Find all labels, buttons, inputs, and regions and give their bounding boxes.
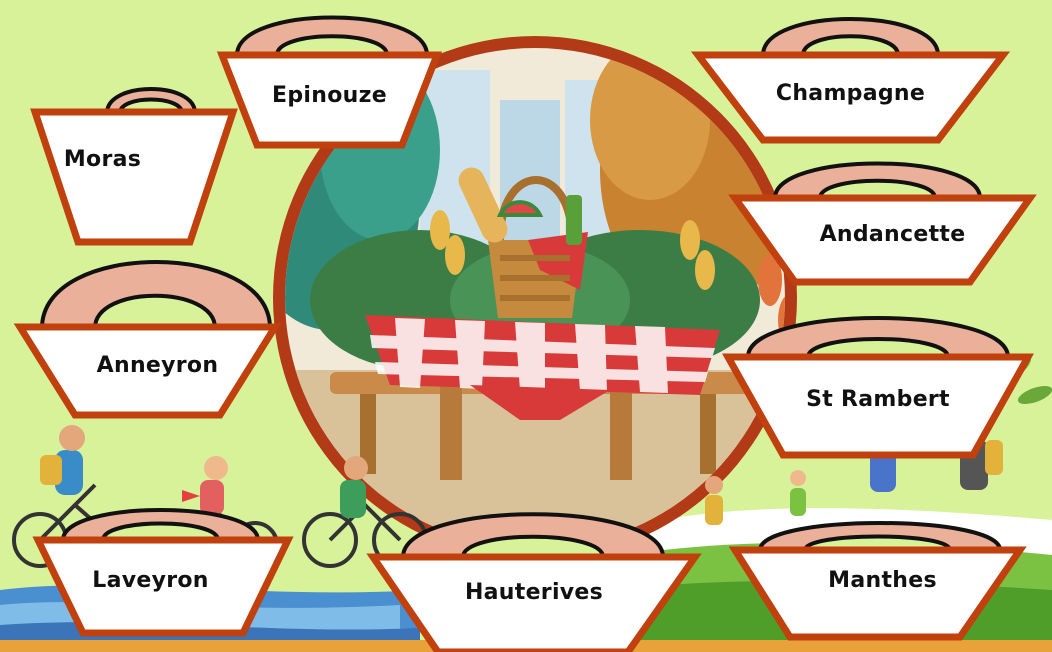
basket-label-epinouze: Epinouze [272,83,387,108]
basket-moras[interactable] [35,85,240,250]
basket-icon [20,260,275,420]
basket-label-andancette: Andancette [819,222,966,247]
basket-label-laveyron: Laveyron [92,568,209,593]
basket-label-champagne: Champagne [775,81,926,106]
basket-epinouze[interactable] [222,15,437,150]
basket-andancette[interactable] [735,160,1030,285]
basket-label-anneyron: Anneyron [96,353,219,378]
basket-anneyron[interactable] [20,260,275,420]
basket-manthes[interactable] [735,522,1020,640]
basket-laveyron[interactable] [38,508,288,638]
basket-champagne[interactable] [698,15,1003,143]
basket-label-manthes: Manthes [828,568,937,593]
basket-label-moras: Moras [63,147,142,172]
basket-label-st-rambert: St Rambert [806,387,950,412]
basket-icon [698,15,1003,143]
basket-label-hauterives: Hauterives [464,580,604,605]
basket-hauterives[interactable] [373,512,695,652]
basket-st-rambert[interactable] [728,315,1028,460]
